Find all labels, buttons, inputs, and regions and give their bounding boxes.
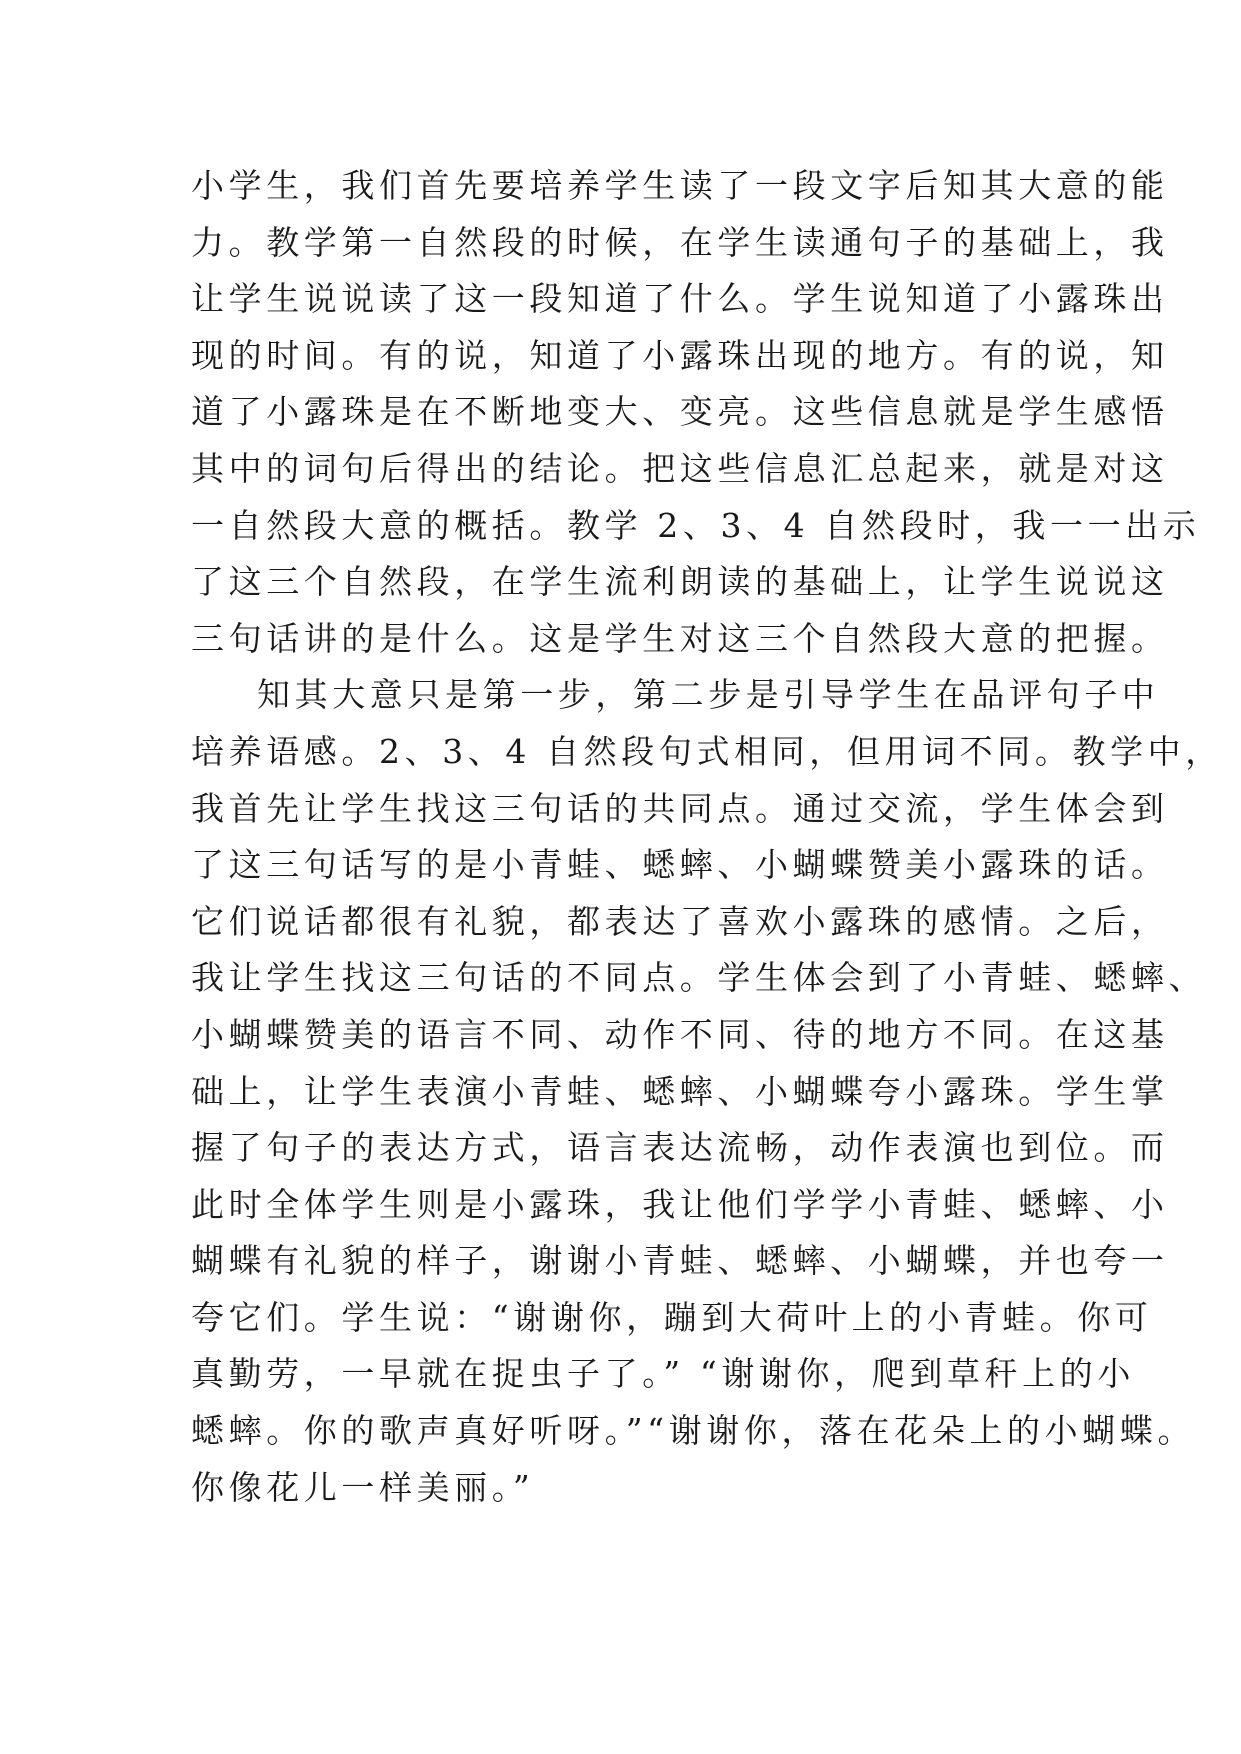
text-line: 其中的词句后得出的结论。把这些信息汇总起来，就是对这: [191, 448, 1169, 488]
text-line: 了这三个自然段，在学生流利朗读的基础上，让学生说说这: [191, 562, 1169, 602]
text-line: 三句话讲的是什么。这是学生对这三个自然段大意的把握。: [191, 618, 1169, 658]
text-line: 握了句子的表达方式，语言表达流畅，动作表演也到位。而: [191, 1128, 1169, 1168]
text-line: 现的时间。有的说，知道了小露珠出现的地方。有的说，知: [191, 335, 1169, 375]
paragraph-start-line: 知其大意只是第一步，第二步是引导学生在品评句子中: [257, 675, 1160, 715]
text-line: 一自然段大意的概括。教学 2、3、4 自然段时，我一一出示: [191, 505, 1201, 545]
text-line: 它们说话都很有礼貌，都表达了喜欢小露珠的感情。之后，: [191, 901, 1169, 941]
text-line: 了这三句话写的是小青蛙、蟋蟀、小蝴蝶赞美小露珠的话。: [191, 845, 1169, 885]
text-line: 你像花儿一样美丽。”: [191, 1467, 535, 1507]
text-line: 真勤劳，一早就在捉虫子了。” “谢谢你，爬到草秆上的小: [191, 1354, 1135, 1394]
text-line: 夸它们。学生说：“谢谢你，蹦到大荷叶上的小青蛙。你可: [191, 1297, 1153, 1337]
text-line: 蝴蝶有礼貌的样子，谢谢小青蛙、蟋蟀、小蝴蝶，并也夸一: [191, 1241, 1169, 1281]
text-line: 小学生，我们首先要培养学生读了一段文字后知其大意的能: [191, 166, 1169, 205]
text-line: 础上，让学生表演小青蛙、蟋蟀、小蝴蝶夸小露珠。学生掌: [191, 1071, 1169, 1111]
text-line: 力。教学第一自然段的时候，在学生读通句子的基础上，我: [191, 222, 1169, 262]
body-text: [191, 158, 1223, 1516]
text-line: 道了小露珠是在不断地变大、变亮。这些信息就是学生感悟: [191, 392, 1169, 432]
text-line: 小蝴蝶赞美的语言不同、动作不同、待的地方不同。在这基: [191, 1014, 1169, 1054]
text-line: 培养语感。2、3、4 自然段句式相同，但用词不同。教学中，: [191, 731, 1223, 771]
text-line: 让学生说说读了这一段知道了什么。学生说知道了小露珠出: [191, 279, 1169, 319]
text-line: 此时全体学生则是小露珠，我让他们学学小青蛙、蟋蟀、小: [191, 1184, 1169, 1224]
text-line: 我首先让学生找这三句话的共同点。通过交流，学生体会到: [191, 788, 1169, 828]
text-line: 我让学生找这三句话的不同点。学生体会到了小青蛙、蟋蟀、: [191, 958, 1207, 998]
text-line: 蟋蟀。你的歌声真好听呀。”“谢谢你，落在花朵上的小蝴蝶。: [191, 1411, 1196, 1451]
